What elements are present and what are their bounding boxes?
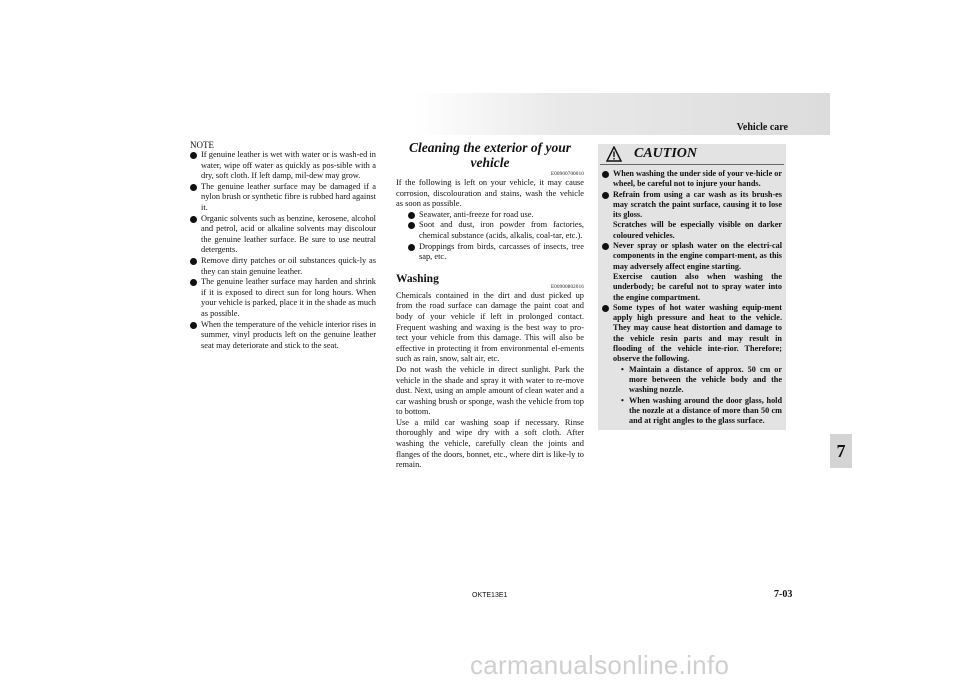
list-item: Seawater, anti-freeze for road use. (408, 210, 584, 221)
washing-code: E00900802016 (551, 284, 584, 290)
bullet-dot-icon (190, 322, 197, 329)
caution-box (598, 144, 786, 430)
bullet-dot-icon (408, 212, 415, 219)
caution-body (598, 165, 786, 426)
list-item: Soot and dust, iron powder from factories, chemical substance (acids, alkalis, coal-tar, etc.). (408, 220, 584, 241)
note-label: NOTE (190, 140, 214, 150)
note-item: The genuine leather surface may be damaged if a nylon brush or synthetic fibre is rubbed hard against it. (190, 182, 376, 214)
bullet-dot-icon (190, 216, 197, 223)
washing-paragraph: Chemicals contained in the dirt and dust picked up from the road surface can damage the paint coat and body of your vehicle if left in prolonged contact. Frequent washing and waxing is the best way to pro-tect your vehicle from this damage. This will also be effective in protecting it from environmental el-ements such as rain, snow, salt air, etc. (396, 290, 584, 364)
caution-item: Some types of hot water washing equip-ment apply high pressure and heat to the vehicle. They may cause heat distortion and damage to the vehicle resin parts and may result in flooding of the vehicle inte-rior. Therefore; observe the following. • Maintain a distance of approx. 50 cm or more between the vehicle body and the washing nozzle. • When washing around the door glass, hold the nozzle at a distance of more than 50 cm and at right angles to the glass surface. (602, 303, 782, 427)
bullet-dot-icon (408, 244, 415, 251)
bullet-dot-icon (190, 279, 197, 286)
bullet-dot-icon (602, 243, 609, 250)
caution-item: When washing the under side of your ve-hicle or wheel, be careful not to injure your hands. (602, 169, 782, 190)
section-title: Cleaning the exterior of your vehicle (408, 140, 571, 170)
bullet-dot-icon (408, 222, 415, 229)
chapter-tab[interactable]: 7 (830, 434, 852, 468)
document-code: OKTE13E1 (472, 592, 508, 599)
page-number: 7-03 (774, 589, 793, 600)
caution-sub-item: • When washing around the door glass, hold the nozzle at a distance of more than 50 cm and at right angles to the glass surface. (621, 395, 782, 426)
caution-sub-item: • Maintain a distance of approx. 50 cm or more between the vehicle body and the washing nozzle. (621, 364, 782, 395)
note-item: Remove dirty patches or oil substances quick-ly as they can stain genuine leather. (190, 256, 376, 277)
page-header-title: Vehicle care (736, 122, 788, 133)
intro-paragraph: If the following is left on your vehicle, it may cause corrosion, discolouration and stains, wash the vehicle as soon as possible. (396, 178, 584, 209)
caution-item: Never spray or splash water on the electri-cal components in the engine compart-ment, as this may adversely affect engine starting. Exercise caution also when washing the underbody; be careful not to spray water into the engine compartment. (602, 241, 782, 303)
bullet-dot-icon (190, 152, 197, 159)
bullet-dot-icon (602, 305, 609, 312)
washing-paragraph: Use a mild car washing soap if necessary. Rinse thoroughly and wipe dry with a soft cloth. After washing the vehicle, carefully clean the joints and flanges of the doors, bonnet, etc., where dirt is like-ly to remain. (396, 417, 584, 470)
note-item: If genuine leather is wet with water or is wash-ed in water, wipe off water as quickly as pos-sible with a dry, soft cloth. If left damp, mil-dew may grow. (190, 150, 376, 182)
watermark: carmanualsonline.info (470, 650, 730, 680)
caution-title: CAUTION (634, 145, 698, 161)
washing-title: Washing (396, 272, 439, 285)
list-item: Droppings from birds, carcasses of insects, tree sap, etc. (408, 242, 584, 263)
note-item: Organic solvents such as benzine, kerosene, alcohol and petrol, acid or alkaline solvents may discolour the genuine leather surface. Be sure to use neutral detergents. (190, 214, 376, 256)
caution-item: Refrain from using a car wash as its brush-es may scratch the paint surface, causing it to lose its gloss. Scratches will be especially visible on darker coloured vehicles. (602, 190, 782, 241)
exterior-list (396, 210, 584, 263)
note-item: The genuine leather surface may harden and shrink if it is exposed to direct sun for long hours. When your vehicle is parked, place it in the shade as much as possible. (190, 277, 376, 319)
bullet-dot-icon (602, 171, 609, 178)
bullet-dot-icon (190, 184, 197, 191)
bullet-dot-icon (602, 192, 609, 199)
washing-paragraph: Do not wash the vehicle in direct sunlight. Park the vehicle in the shade and spray it with water to re-move dust. Next, using an ample amount of clean water and a car washing brush or sponge, wash the vehicle from top to bottom. (396, 364, 584, 417)
section-code: E00900700010 (551, 172, 584, 177)
warning-triangle-icon (606, 146, 622, 162)
bullet-dot-icon (190, 258, 197, 265)
note-item: When the temperature of the vehicle interior rises in summer, vinyl products left on the genuine leather seat may deteriorate and stick to the seat. (190, 320, 376, 352)
caution-header (600, 144, 784, 165)
column-note (190, 140, 376, 351)
column-exterior (396, 140, 584, 471)
